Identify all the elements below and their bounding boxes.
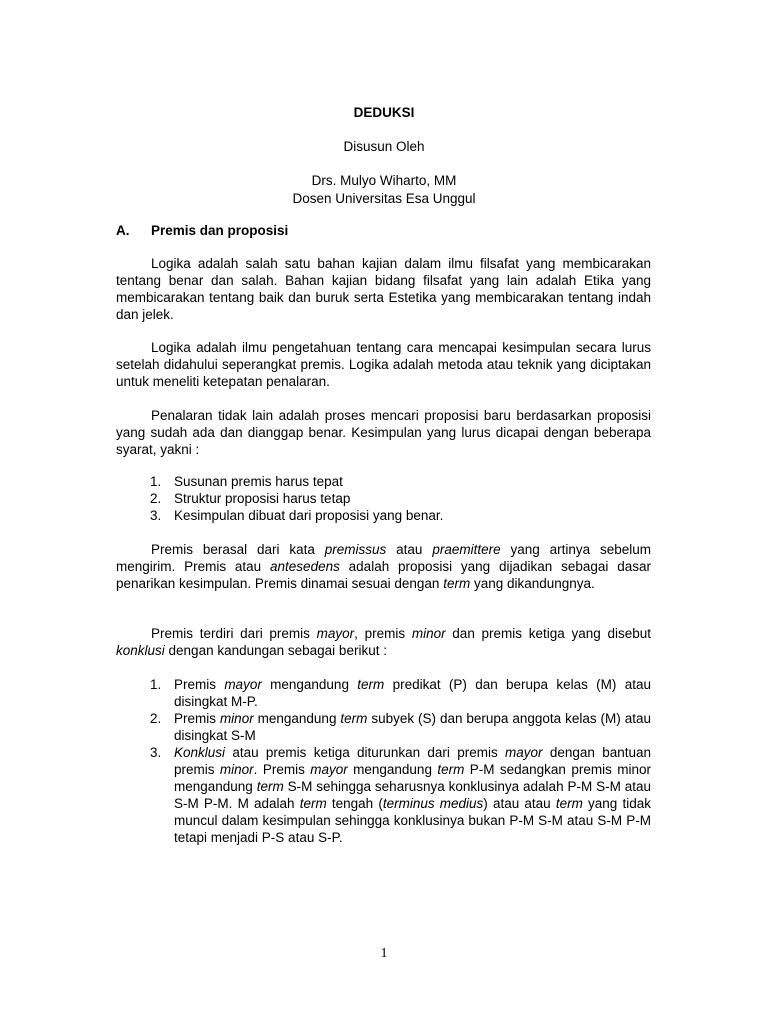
- paragraph-3: [116, 407, 651, 458]
- section-title: Premis dan proposisi: [151, 223, 289, 238]
- author-affiliation: Dosen Universitas Esa Unggul: [292, 191, 476, 206]
- list-item: 1. Susunan premis harus tepat: [150, 474, 343, 489]
- list-item: 2. Struktur proposisi harus tetap: [150, 491, 351, 506]
- list-item: 1. Premis mayor mengandung term predikat (P) dan berupa kelas (M) atau disingkat M-P.: [150, 677, 651, 709]
- author-name: Drs. Mulyo Wiharto, MM: [311, 173, 457, 188]
- paragraph-1-text: Logika adalah salah satu bahan kajian dalam ilmu filsafat yang membicarakan tentang benar dan salah. Bahan kajian bidang filsafat yang lain adalah Etika yang membicarakan tentang baik dan buruk serta Estetika yang membicarakan tentang indah dan jelek.: [116, 256, 651, 322]
- document-subtitle: Disusun Oleh: [343, 139, 425, 154]
- section-heading: [116, 222, 288, 239]
- document-title: DEDUKSI: [353, 105, 415, 120]
- paragraph-2-text: Logika adalah ilmu pengetahuan tentang cara mencapai kesimpulan secara lurus setelah didahului seperangkat premis. Logika adalah metoda atau teknik yang diciptakan untuk meneliti ketepatan penalaran.: [116, 340, 651, 389]
- paragraph-3-text: Penalaran tidak lain adalah proses mencari proposisi baru berdasarkan proposisi yang sudah ada dan dianggap benar. Kesimpulan yang lurus dicapai dengan beberapa syarat, yakni :: [116, 408, 651, 457]
- list-item: 2. Premis minor mengandung term subyek (S) dan berupa anggota kelas (M) atau disingkat S-M: [150, 711, 651, 743]
- paragraph-1: [116, 255, 651, 323]
- syarat-list: [150, 473, 651, 524]
- paragraph-5: Premis terdiri dari premis mayor, premis minor dan premis ketiga yang disebut konklusi dengan kandungan sebagai berikut :: [116, 626, 652, 658]
- section-number: A.: [116, 223, 130, 238]
- paragraph-2: [116, 339, 651, 390]
- list-item: 3. Kesimpulan dibuat dari proposisi yang benar.: [150, 508, 444, 523]
- paragraph-4: Premis berasal dari kata premissus atau praemittere yang artinya sebelum mengirim. Premis atau antesedens adalah proposisi yang dijadikan sebagai dasar penarikan kesimpulan. Premis dinamai sesuai dengan term yang dikandungnya.: [116, 542, 652, 591]
- list-item: 3. Konklusi atau premis ketiga diturunkan dari premis mayor dengan bantuan premis minor. Premis mayor mengandung term P-M sedangkan premis minor mengandung term S-M sehingga seharusnya konklusinya adalah P-M S-M atau S-M P-M. M adalah term tengah (terminus medius) atau atau term yang tidak muncul dalam kesimpulan sehingga konklusinya bukan P-M S-M atau S-M P-M tetapi menjadi P-S atau S-P.: [150, 745, 652, 845]
- premis-list: [150, 676, 651, 846]
- page-number: 1: [380, 946, 388, 961]
